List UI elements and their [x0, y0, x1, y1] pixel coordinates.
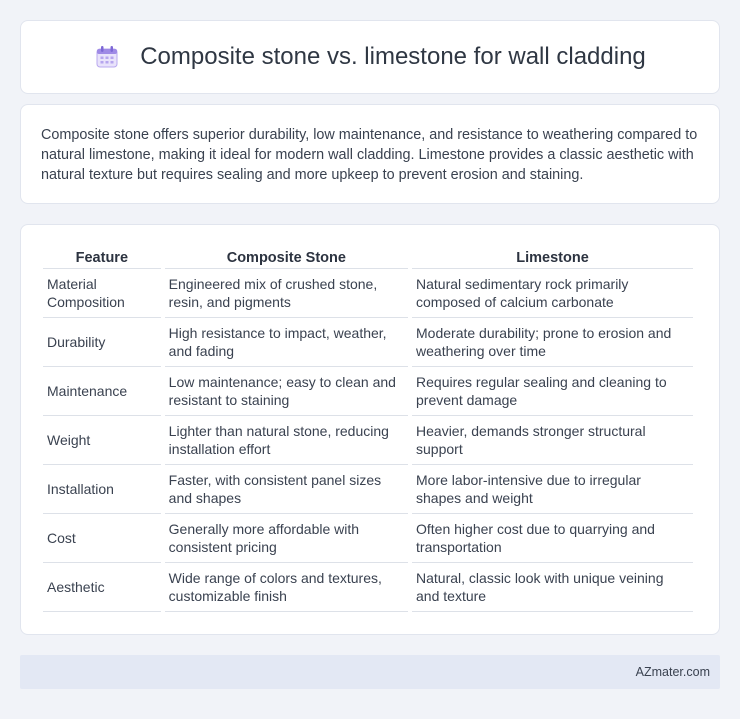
composite-cell: Wide range of colors and textures, customizable finish	[165, 563, 408, 612]
limestone-cell: Heavier, demands stronger structural support	[412, 416, 693, 465]
feature-cell: Maintenance	[43, 367, 161, 416]
feature-cell: Material Composition	[43, 269, 161, 318]
header-limestone: Limestone	[412, 249, 693, 269]
table-row	[43, 367, 693, 416]
composite-cell: Lighter than natural stone, reducing installation effort	[165, 416, 408, 465]
table-row	[43, 318, 693, 367]
title-card	[20, 20, 720, 94]
header-composite-stone: Composite Stone	[165, 249, 408, 269]
footer	[20, 655, 720, 689]
table-row	[43, 416, 693, 465]
table-row	[43, 269, 693, 318]
limestone-cell: Often higher cost due to quarrying and transportation	[412, 514, 693, 563]
summary-text: Composite stone offers superior durability, low maintenance, and resistance to weathering compared to natural limestone, making it ideal for modern wall cladding. Limestone provides a classic aesthetic with natural texture but requires sealing and more upkeep to prevent erosion and staining.	[41, 127, 698, 183]
header-feature: Feature	[43, 249, 161, 269]
feature-cell: Installation	[43, 465, 161, 514]
footer-site-name[interactable]: AZmater.com	[635, 665, 710, 679]
calendar-icon	[94, 44, 120, 70]
limestone-cell: Natural sedimentary rock primarily composed of calcium carbonate	[412, 269, 693, 318]
composite-cell: Low maintenance; easy to clean and resistant to staining	[165, 367, 408, 416]
feature-cell: Weight	[43, 416, 161, 465]
limestone-cell: More labor-intensive due to irregular shapes and weight	[412, 465, 693, 514]
table-row	[43, 514, 693, 563]
composite-cell: Faster, with consistent panel sizes and shapes	[165, 465, 408, 514]
limestone-cell: Natural, classic look with unique veining and texture	[412, 563, 693, 612]
comparison-table	[39, 249, 697, 612]
comparison-table-card	[20, 224, 720, 635]
page-title: Composite stone vs. limestone for wall cladding	[140, 43, 646, 70]
feature-cell: Durability	[43, 318, 161, 367]
composite-cell: Engineered mix of crushed stone, resin, and pigments	[165, 269, 408, 318]
composite-cell: Generally more affordable with consistent pricing	[165, 514, 408, 563]
summary-card	[20, 104, 720, 204]
limestone-cell: Moderate durability; prone to erosion and weathering over time	[412, 318, 693, 367]
feature-cell: Cost	[43, 514, 161, 563]
table-row	[43, 563, 693, 612]
feature-cell: Aesthetic	[43, 563, 161, 612]
table-header-row	[43, 249, 693, 269]
composite-cell: High resistance to impact, weather, and fading	[165, 318, 408, 367]
title-wrap	[94, 43, 646, 71]
limestone-cell: Requires regular sealing and cleaning to prevent damage	[412, 367, 693, 416]
table-row	[43, 465, 693, 514]
